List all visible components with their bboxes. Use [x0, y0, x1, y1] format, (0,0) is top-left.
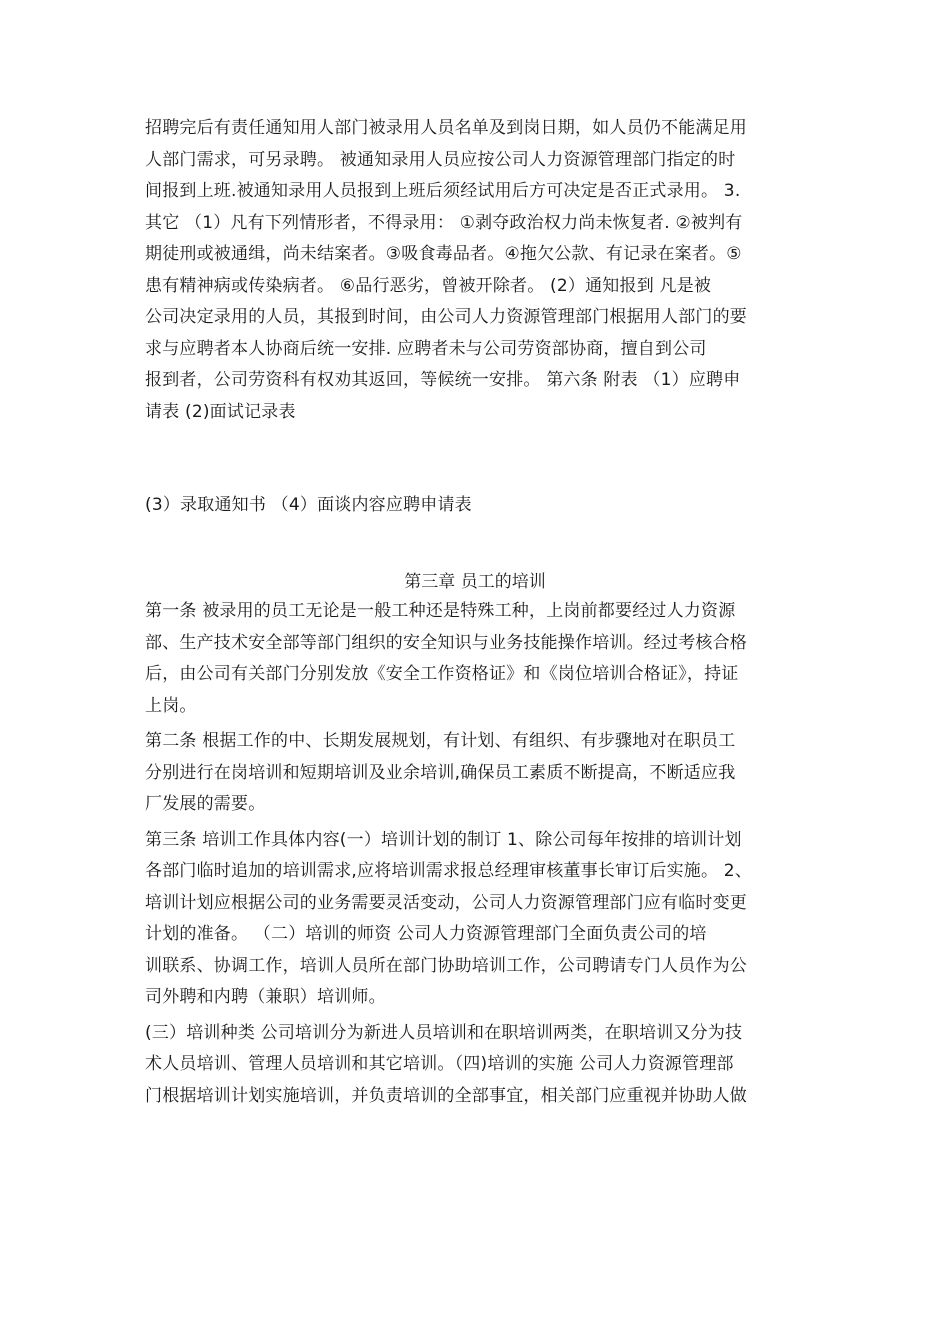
text-line: (三）培训种类 公司培训分为新进人员培训和在职培训两类，在职培训又分为技 — [145, 1022, 743, 1043]
attachment-list — [145, 490, 810, 522]
text-line: 第三条 培训工作具体内容(一）培训计划的制订 1、除公司每年按排的培训计划 — [145, 829, 742, 850]
article-one — [145, 596, 810, 722]
text-line: 其它 （1）凡有下列情形者，不得录用： ①剥夺政治权力尚未恢复者. ②被判有 — [145, 212, 743, 233]
article-four — [145, 1018, 810, 1113]
text-line: 请表 (2)面试记录表 — [145, 401, 296, 422]
text-line: 部、生产技术安全部等部门组织的安全知识与业务技能操作培训。经过考核合格 — [145, 632, 747, 653]
text-line: 求与应聘者本人协商后统一安排. 应聘者未与公司劳资部协商，擅自到公司 — [145, 338, 707, 359]
text-line: 厂发展的需要。 — [145, 794, 266, 814]
text-line: 患有精神病或传染病者。 ⑥品行恶劣，曾被开除者。 (2）通知报到 凡是被 — [145, 275, 712, 296]
text-line: 术人员培训、管理人员培训和其它培训。（四)培训的实施 公司人力资源管理部 — [145, 1054, 734, 1074]
text-line: 公司决定录用的人员，其报到时间，由公司人力资源管理部门根据用人部门的要 — [145, 307, 747, 327]
text-line: 期徒刑或被通缉，尚未结案者。③吸食毒品者。④拖欠公款、有记录在案者。⑤ — [145, 244, 742, 264]
text-line: 司外聘和内聘（兼职）培训师。 — [145, 987, 386, 1007]
text-line: 训联系、协调工作，培训人员所在部门协助培训工作，公司聘请专门人员作为公 — [145, 955, 747, 976]
article-three — [145, 825, 810, 1014]
text-line: 各部门临时追加的培训需求,应将培训需求报总经理审核董事长审订后实施。 2、 — [145, 861, 753, 881]
article-two — [145, 726, 810, 821]
text-line: 第一条 被录用的员工无论是一般工种还是特殊工种，上岗前都要经过人力资源 — [145, 601, 736, 621]
text-line: (3）录取通知书 （4）面谈内容应聘申请表 — [145, 495, 472, 515]
text-line: 报到者，公司劳资科有权劝其返回，等候统一安排。 第六条 附表 （1）应聘申 — [145, 370, 741, 390]
text-line: 后，由公司有关部门分别发放《安全工作资格证》和《岗位培训合格证》，持证 — [145, 664, 739, 684]
text-line: 分别进行在岗培训和短期培训及业余培训,确保员工素质不断提高，不断适应我 — [145, 762, 736, 783]
text-line: 招聘完后有责任通知用人部门被录用人员名单及到岗日期，如人员仍不能满足用 — [145, 118, 747, 138]
text-line: 人部门需求，可另录聘。 被通知录用人员应按公司人力资源管理部门指定的时 — [145, 149, 736, 170]
text-line: 上岗。 — [145, 695, 197, 716]
training-section — [145, 596, 810, 1112]
recruitment-section — [145, 113, 810, 428]
chapter-title: 第三章 员工的培训 — [404, 572, 546, 592]
text-line: 计划的准备。 （二）培训的师资 公司人力资源管理部门全面负责公司的培 — [145, 924, 707, 944]
text-line: 培训计划应根据公司的业务需要灵活变动，公司人力资源管理部门应有临时变更 — [145, 892, 747, 913]
text-line: 第二条 根据工作的中、长期发展规划，有计划、有组织、有步骤地对在职员工 — [145, 731, 736, 751]
text-line: 门根据培训计划实施培训，并负责培训的全部事宜，相关部门应重视并协助人做 — [145, 1085, 747, 1106]
text-line: 间报到上班.被通知录用人员报到上班后须经试用后方可决定是否正式录用。 3. — [145, 181, 741, 201]
